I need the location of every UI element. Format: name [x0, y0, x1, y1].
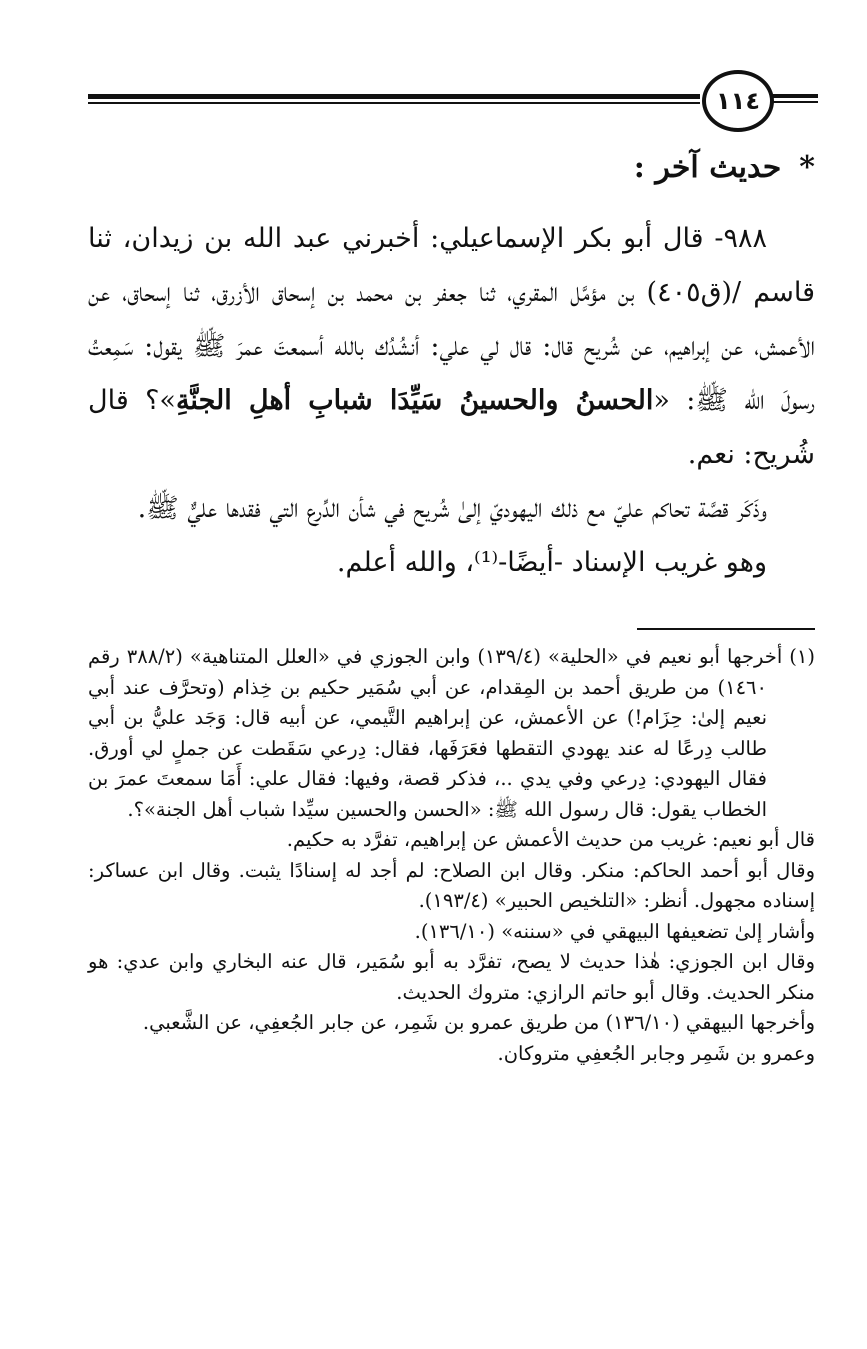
header-rule-tail	[772, 94, 818, 98]
hadith-quote-bold: الحسنُ والحسينُ سَيِّدَا شبابِ أهلِ الجنَّةِ	[175, 385, 654, 416]
hadith-text-segment: »؟ قال شُريح: نعم.	[88, 385, 815, 470]
footnotes	[88, 642, 815, 1069]
header-rule-thin	[88, 102, 700, 104]
footnote-line: وقال أبو أحمد الحاكم: منكر. وقال ابن الصلاح: لم أجد له إسنادًا يثبت. وقال ابن عساكر: إسناده مجهول. أنظر: «التلخيص الحبير» (١٩٣/٤).	[88, 858, 815, 912]
grading-text: وهو غريب الإسناد -أيضًا-⁽¹⁾، والله أعلم.	[336, 547, 767, 578]
hadith-paragraph	[88, 212, 815, 482]
section-marker: *	[799, 150, 815, 185]
narrative-text: وذَكَر قصَّة تحاكم عليّ مع ذلك اليهوديّ إلىٰ شُريح في شأن الدِّرع التي فقدها عليٌّ ﷺ.	[137, 493, 767, 524]
footnote-line: وأخرجها البيهقي (١٣٦/١٠) من طريق عمرو بن شَمِر، عن جابر الجُعفِي، عن الشَّعبي.	[142, 1011, 815, 1034]
footnote-line: وعمرو بن شَمِر وجابر الجُعفِي متروكان.	[497, 1041, 815, 1065]
header-rule-thick	[88, 94, 700, 99]
footnote-line: قال أبو نعيم: غريب من حديث الأعمش عن إبراهيم، تفرَّد به حكيم.	[286, 828, 815, 851]
footnote-line: وقال ابن الجوزي: هٰذا حديث لا يصح، تفرَّد به أبو سُمَير، قال عنه البخاري وابن عدي: هو منكر الحديث. وقال أبو حاتم الرازي: متروك الحديث.	[88, 950, 815, 1004]
section-heading	[634, 150, 815, 185]
hadith-text-segment: ٩٨٨- قال أبو بكر الإسماعيلي: أخبرني عبد الله بن زيدان، ثنا قاسم /(ق٤٠٥) بن مؤمَّل المقري، ثنا جعفر بن محمد بن إسحاق الأزرق، ثنا إسحاق، عن الأعمش، عن إبراهيم، عن شُريح قال: قال لي علي: أنشُدُك بالله أسمعتَ عمرَ ﷺ يقول: سَمِعتُ رسولَ الله ﷺ: «	[88, 223, 815, 416]
page-header	[88, 70, 818, 130]
footnote-1: (١) أخرجها أبو نعيم في «الحلية» (١٣٩/٤) وابن الجوزي في «العلل المتناهية» (٣٨٨/٢ رقم ١٤٦٠) من طريق أحمد بن المِقدام، عن أبي سُمَير حكيم بن خِذام (وتحرَّف عند أبي نعيم إلىٰ: حِزَام!) عن الأعمش، عن إبراهيم التَّيمي، عن أبيه قال: وَجَد عليُّ بن أبي طالب دِرعًا له عند يهودي التقطها فعَرَفَها، فقال: دِرعي سَقَطت عن جملٍ لي أورق. فقال اليهودي: دِرعي وفي يدي ..، فذكر قصة، وفيها: فقال علي: أَمَا سمعتَ عمرَ بن الخطاب يقول: قال رسول الله ﷺ: «الحسن والحسين سيِّدا شباب أهل الجنة»؟.	[88, 645, 815, 821]
footnote-line: وأشار إلىٰ تضعيفها البيهقي في «سننه» (١٣٦/١٠).	[414, 919, 815, 943]
hadith-text	[88, 212, 815, 590]
section-title: حديث آخر :	[633, 150, 782, 185]
header-rule-tail-thin	[772, 101, 818, 103]
footnote-separator	[637, 628, 815, 630]
page-number: ١١٤	[702, 70, 774, 132]
grading-paragraph	[88, 536, 815, 590]
narrative-paragraph	[88, 482, 815, 536]
